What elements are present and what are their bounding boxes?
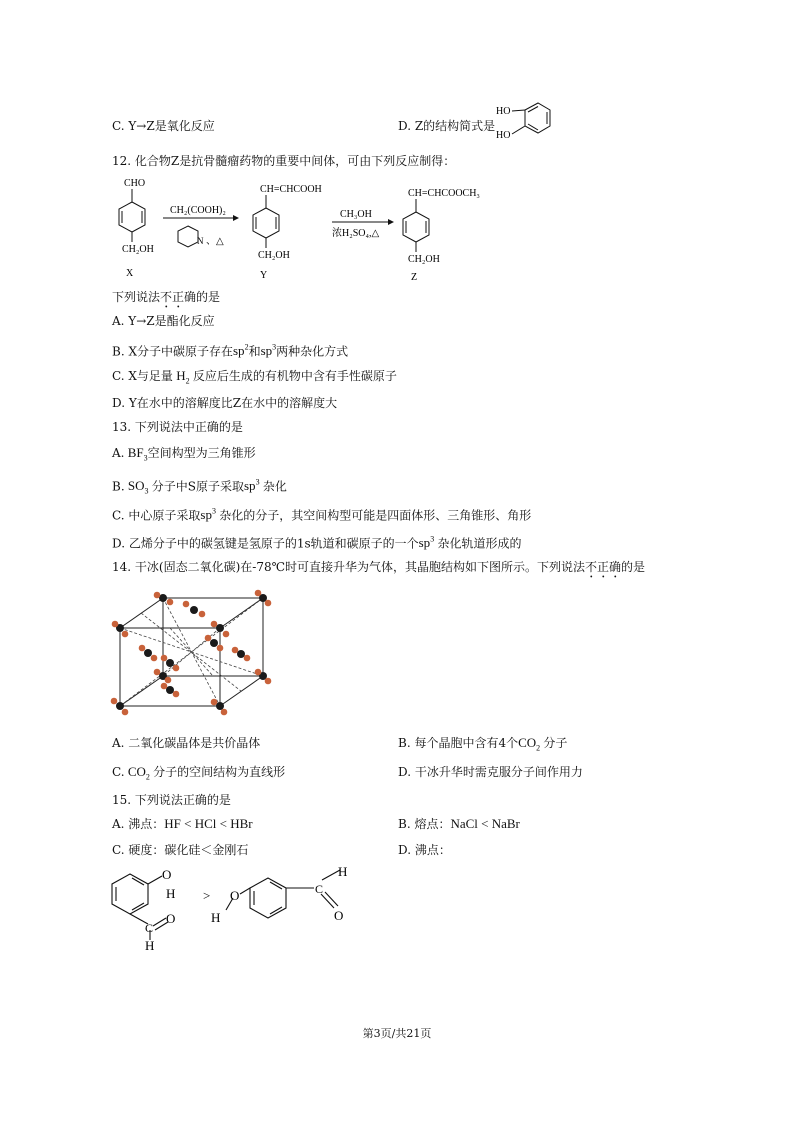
- q13-stem: 13. 下列说法中正确的是: [112, 420, 243, 434]
- svg-text:H: H: [338, 864, 348, 879]
- q12-option-b: B. X分子中碳原子存在$sp^2$和$sp^3$两种杂化方式: [112, 343, 349, 359]
- svg-text:H: H: [211, 910, 221, 925]
- q12-option-a: A. Y→Z是酯化反应: [112, 314, 215, 328]
- q14-option-c: C. $CO_2$ 分子的空间结构为直线形: [112, 764, 286, 782]
- q15-option-a: A. 沸点：HF < HCl < HBr: [112, 816, 253, 831]
- svg-text:CH₂OH: CH₂OH: [408, 254, 440, 265]
- ho-label-2: HO: [496, 130, 511, 141]
- q14-option-b: B. 每个晶胞中含有4个$CO_2$ 分子: [398, 735, 568, 753]
- q11-option-d: D. Z的结构简式是: [398, 119, 496, 133]
- svg-text:CH₂OH: CH₂OH: [122, 244, 154, 255]
- ho-label-1: HO: [496, 106, 511, 117]
- q13-option-c: C. 中心原子采取$sp^3$ 杂化的分子，其空间构型可能是四面体形、三角锥形、角形: [112, 507, 532, 523]
- svg-text:C: C: [315, 882, 324, 896]
- svg-text:H: H: [145, 938, 155, 953]
- q14-option-d: D. 干冰升华时需克服分子间作用力: [398, 765, 583, 779]
- page-footer: 第3页/共21页: [362, 1027, 432, 1040]
- reaction-arrow-1: [163, 205, 239, 247]
- dry-ice-unit-cell-diagram: [108, 588, 278, 726]
- svg-text:CHO: CHO: [124, 178, 146, 189]
- q12-option-c: C. X与足量 $H_2$ 反应后生成的有机物中含有手性碳原子: [112, 368, 397, 386]
- q13-option-b: B. $SO_3$ 分子中S原子采取$sp^3$ 杂化: [112, 478, 287, 496]
- reaction-arrow-2: [332, 209, 394, 239]
- compound-z: [403, 188, 480, 283]
- q14-option-a: A. 二氧化碳晶体是共价晶体: [112, 736, 261, 750]
- svg-text:CH₃OH: CH₃OH: [340, 209, 372, 220]
- q15-hydroxybenzaldehyde-structures: [108, 862, 368, 954]
- q12-reaction-scheme: [108, 172, 508, 284]
- svg-text:Z: Z: [411, 272, 418, 283]
- q13-option-a: A. $BF_3$空间构型为三角锥形: [112, 445, 256, 463]
- svg-text:Y: Y: [260, 270, 268, 281]
- svg-text:CH₂(COOH)₂: CH₂(COOH)₂: [170, 205, 226, 216]
- q15-option-c: C. 硬度：碳化硅＜金刚石: [112, 843, 249, 857]
- svg-text:X: X: [126, 268, 134, 279]
- compound-x: [119, 178, 154, 279]
- svg-text:CH=CHCOOCH₃: CH=CHCOOCH₃: [408, 188, 480, 199]
- svg-text:H: H: [166, 886, 176, 901]
- svg-text:O: O: [166, 911, 176, 926]
- q14-stem: 14. 干冰(固态二氧化碳)在-78℃时可直接升华为气体，其晶胞结构如下图所示。下列说法不正确的是: [112, 560, 646, 574]
- svg-text:O: O: [230, 888, 240, 903]
- svg-text:>: >: [203, 888, 211, 903]
- svg-text:CH=CHCOOH: CH=CHCOOH: [260, 184, 322, 195]
- svg-text:N: N: [197, 236, 204, 246]
- q13-option-d: D. 乙烯分子中的碳氢键是氢原子的1s轨道和碳原子的一个$sp^3$ 杂化轨道形成的: [112, 535, 522, 551]
- q15-stem: 15. 下列说法正确的是: [112, 793, 231, 807]
- svg-text:浓H₂SO₄,△: 浓H₂SO₄,△: [332, 228, 380, 239]
- svg-text:O: O: [162, 867, 172, 882]
- svg-text:O: O: [334, 908, 344, 923]
- q11-option-c: C. Y→Z是氧化反应: [112, 119, 215, 133]
- q15-option-d: D. 沸点：: [398, 843, 451, 857]
- q12-option-d: D. Y在水中的溶解度比Z在水中的溶解度大: [112, 396, 338, 410]
- compound-y: [253, 184, 322, 281]
- svg-text:、△: 、△: [206, 236, 224, 247]
- catechol-structure: [490, 100, 560, 144]
- q15-option-b: B. 熔点：NaCl < NaBr: [398, 816, 520, 831]
- svg-text:CH₂OH: CH₂OH: [258, 250, 290, 261]
- q12-question: 下列说法不正确的是: [112, 290, 221, 304]
- q12-stem: 12. 化合物Z是抗骨髓瘤药物的重要中间体，可由下列反应制得：: [112, 154, 456, 168]
- svg-text:C: C: [145, 921, 154, 935]
